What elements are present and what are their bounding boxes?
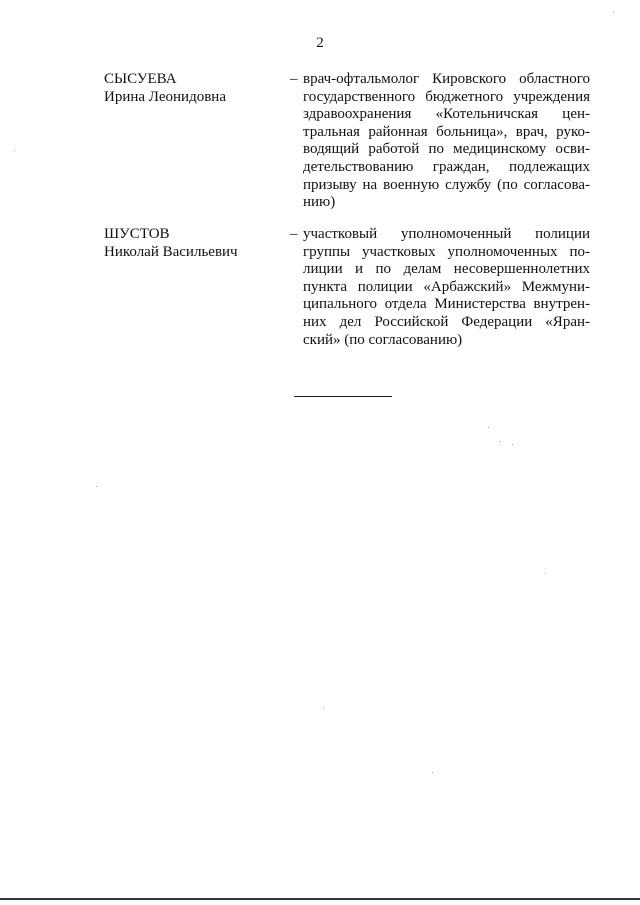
scan-speck [613,12,614,13]
member-given-names: Николай Васильевич [104,243,238,260]
end-of-list-rule [294,396,392,397]
scan-speck [545,573,546,574]
position-line: тральная районная больница», врач, руко- [303,123,590,140]
page-number: 2 [316,35,324,51]
position-line: врач-офтальмолог Кировского областного [303,71,590,87]
position-line: здравоохранения «Котельничская цен- [303,106,590,123]
separator-dash: – [290,226,298,242]
separator-dash: – [290,71,298,87]
member-position [303,71,590,212]
position-line: нию) [303,194,336,211]
member-surname: ШУСТОВ [104,226,170,242]
position-line: ципального отдела Министерства внутрен- [303,296,590,313]
position-line: ский» (по согласованию) [303,331,463,348]
member-name [104,226,274,261]
scan-speck [14,150,15,151]
scan-speck [323,707,324,708]
position-line: лиции и по делам несовершеннолетних [303,261,590,278]
position-line: водящий работой по медицинскому осви- [303,141,590,158]
position-line: государственного бюджетного учреждения [303,88,590,105]
scan-speck [500,441,501,442]
position-line: них дел Российской Федерации «Яран- [303,313,590,330]
scan-bottom-edge [0,898,640,900]
position-line: детельствованию граждан, подлежащих [303,158,590,175]
scan-speck [96,486,97,487]
scan-speck [432,772,433,773]
member-name [104,71,274,106]
scan-speck [512,444,513,445]
member-given-names: Ирина Леонидовна [104,88,226,105]
position-line: участковый уполномоченный полиции [303,226,590,242]
position-line: призыву на военную службу (по согласова- [303,176,590,193]
member-position [303,226,590,349]
position-line: группы участковых уполномоченных по- [303,243,590,260]
position-line: пункта полиции «Арбажский» Межмуни- [303,278,590,295]
scan-speck [488,427,489,428]
member-surname: СЫСУЕВА [104,71,177,87]
